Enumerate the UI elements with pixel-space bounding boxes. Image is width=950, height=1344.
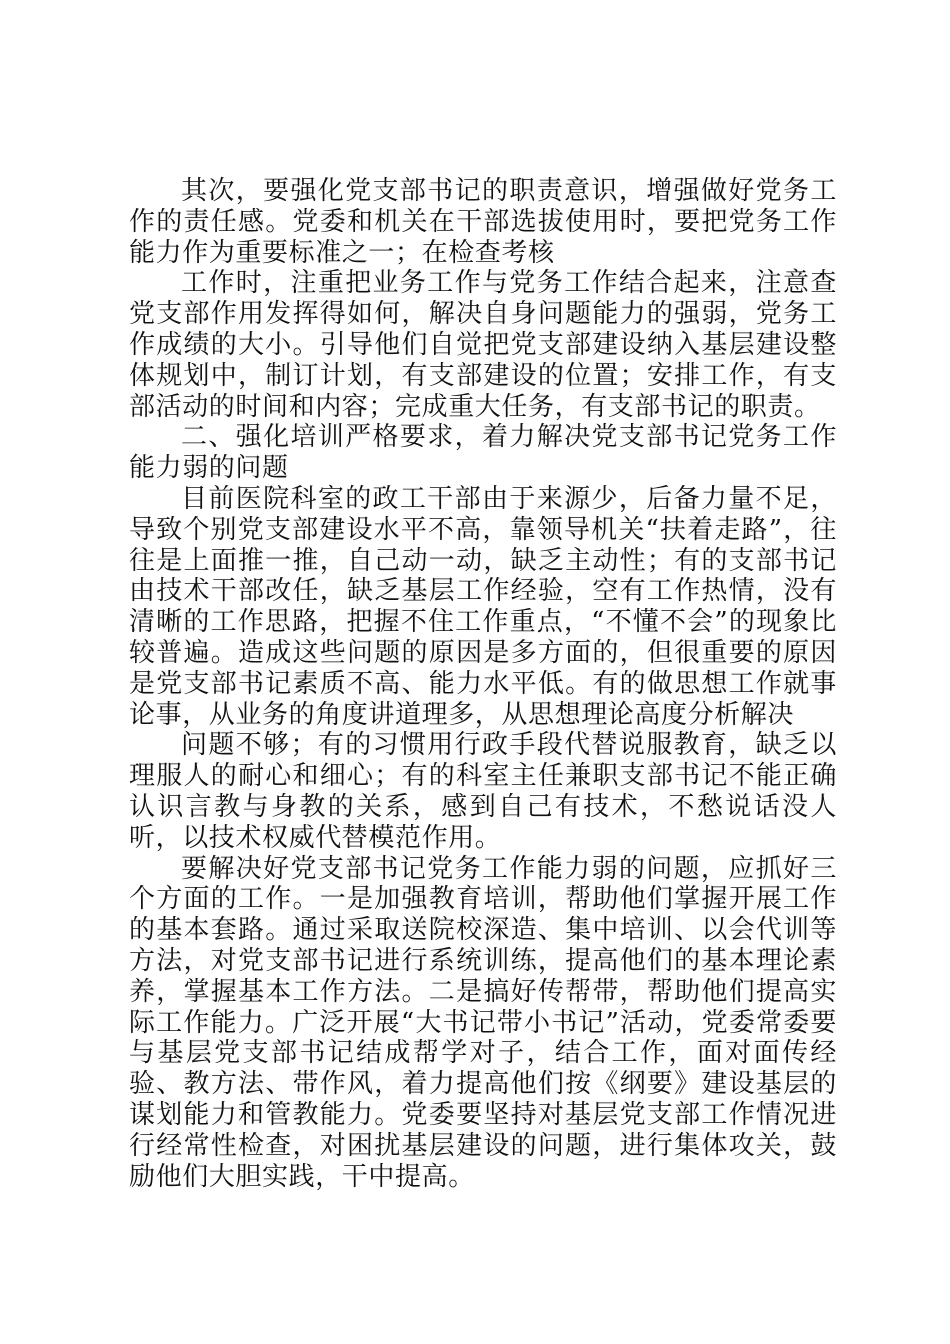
paragraph-5: 要解决好党支部书记党务工作能力弱的问题，应抓好三个方面的工作。一是加强教育培训，帮助他们掌握开展工作的基本套路。通过采取送院校深造、集中培训、以会代训等方法，对党支部书记进行系统训练，提高他们的基本理论素养，掌握基本工作方法。二是搞好传帮带，帮助他们提高实际工作能力。广泛开展“大书记带小书记”活动，党委常委要与基层党支部书记结成帮学对子，结合工作，面对面传经验、教方法、带作风，着力提高他们按《纲要》建设基层的谋划能力和管教能力。党委要坚持对基层党支部工作情况进行经常性检查，对困扰基层建设的问题，进行集体攻关，鼓励他们大胆实践，干中提高。 (129, 853, 837, 1192)
paragraph-3: 目前医院科室的政工干部由于来源少，后备力量不足，导致个别党支部建设水平不高，靠领导机关“扶着走路”，往往是上面推一推，自己动一动，缺乏主动性；有的支部书记由技术干部改任，缺乏基层工作经验，空有工作热情，没有清晰的工作思路，把握不住工作重点，“不懂不会”的现象比较普遍。造成这些问题的原因是多方面的，但很重要的原因是党支部书记素质不高、能力水平低。有的做思想工作就事论事，从业务的角度讲道理多，从思想理论高度分析解决 (129, 483, 837, 730)
document-body (129, 176, 837, 1192)
paragraph-1: 其次，要强化党支部书记的职责意识，增强做好党务工作的责任感。党委和机关在干部选拔使用时，要把党务工作能力作为重要标准之一；在检查考核 (129, 176, 837, 268)
section-heading: 二、强化培训严格要求，着力解决党支部书记党务工作能力弱的问题 (129, 422, 837, 484)
paragraph-2: 工作时，注重把业务工作与党务工作结合起来，注意查党支部作用发挥得如何，解决自身问题能力的强弱，党务工作成绩的大小。引导他们自觉把党支部建设纳入基层建设整体规划中，制订计划，有支部建设的位置；安排工作，有支部活动的时间和内容；完成重大任务，有支部书记的职责。 (129, 268, 837, 422)
paragraph-4: 问题不够；有的习惯用行政手段代替说服教育，缺乏以理服人的耐心和细心；有的科室主任兼职支部书记不能正确认识言教与身教的关系，感到自己有技术，不愁说话没人听，以技术权威代替模范作用。 (129, 730, 837, 853)
